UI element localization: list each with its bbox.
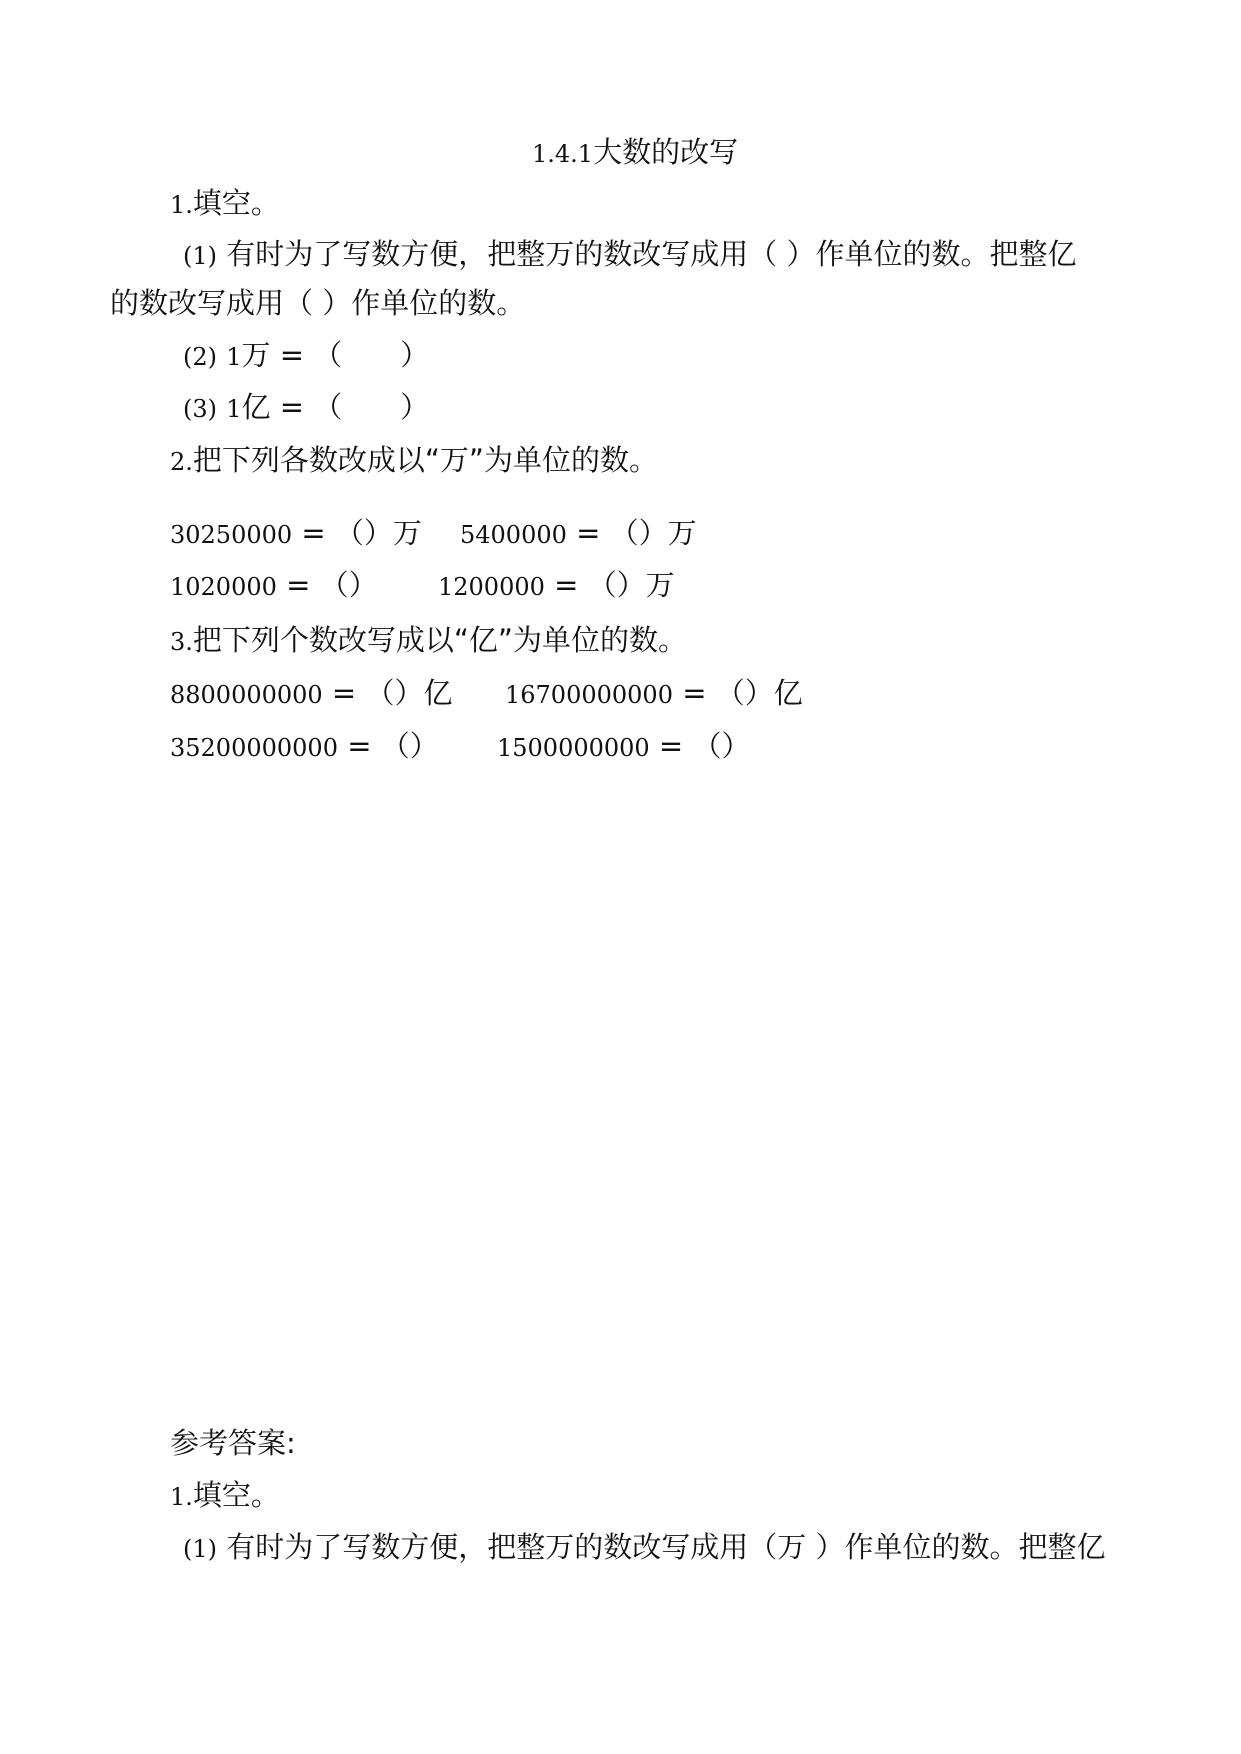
answers-q1-number: 1.	[170, 1483, 193, 1511]
answers-q1-part1-label: (1)	[183, 1535, 217, 1563]
title-text: 大数的改写	[593, 135, 739, 169]
q1-part3-value: 1	[226, 395, 242, 423]
q1-part2-label: (2)	[183, 343, 217, 371]
q2-item-3	[170, 565, 378, 607]
q3-item-1-number: 8800000000	[170, 681, 323, 709]
page-title	[532, 132, 738, 174]
q2-heading	[170, 440, 658, 482]
q3-heading	[170, 620, 687, 662]
answers-heading	[170, 1423, 296, 1463]
q2-item-1-number: 30250000	[170, 521, 293, 549]
q2-item-3-number: 1020000	[170, 573, 277, 601]
q3-item-2	[505, 673, 803, 715]
q3-item-3	[170, 726, 439, 768]
q1-part3-unit: 亿 = （ ）	[241, 390, 430, 424]
q1-part1-text-line1: 有时为了写数方便，把整万的数改写成用（ ）作单位的数。把整亿	[226, 237, 1077, 271]
q2-item-4-number: 1200000	[438, 573, 545, 601]
q2-item-1	[170, 513, 422, 555]
answers-q1-heading-text: 填空。	[192, 1478, 280, 1512]
q1-part2-value: 1	[226, 343, 242, 371]
q3-item-4	[497, 726, 750, 768]
answers-q1-part1	[183, 1527, 1105, 1569]
q1-part1-line1	[183, 234, 1076, 276]
q3-item-4-number: 1500000000	[497, 734, 650, 762]
q3-heading-text: 把下列个数改写成以“亿”为单位的数。	[192, 623, 687, 657]
q2-item-3-rest: = （）	[286, 568, 378, 602]
q3-item-1	[170, 673, 452, 715]
q3-item-4-rest: = （）	[658, 729, 751, 763]
q2-item-4	[438, 565, 675, 607]
answers-q1-heading	[170, 1475, 280, 1517]
answers-q1-part1-text: 有时为了写数方便，把整万的数改写成用（万 ）作单位的数。把整亿	[226, 1530, 1106, 1564]
q1-part3	[183, 387, 429, 429]
q1-heading	[170, 183, 280, 225]
title-number: 1.4.1	[532, 140, 594, 168]
q1-part2-unit: 万 = （ ）	[241, 338, 430, 372]
q3-number: 3.	[170, 628, 193, 656]
q1-part2	[183, 335, 429, 377]
q2-item-1-rest: = （）万	[301, 516, 422, 550]
q1-part1-line2	[110, 283, 525, 323]
q2-number: 2.	[170, 448, 193, 476]
q3-item-3-number: 35200000000	[170, 734, 338, 762]
q1-heading-text: 填空。	[192, 186, 280, 220]
q1-part1-label: (1)	[183, 242, 217, 270]
q1-part3-label: (3)	[183, 395, 217, 423]
q3-item-2-number: 16700000000	[505, 681, 673, 709]
answers-heading-text: 参考答案:	[170, 1426, 296, 1460]
q3-item-1-rest: = （）亿	[331, 676, 453, 710]
q1-number: 1.	[170, 191, 193, 219]
q2-item-4-rest: = （）万	[554, 568, 675, 602]
q3-item-3-rest: = （）	[347, 729, 439, 763]
q2-item-2-rest: = （）万	[576, 516, 697, 550]
q2-heading-text: 把下列各数改成以“万”为单位的数。	[192, 443, 658, 477]
q2-item-2-number: 5400000	[460, 521, 567, 549]
q3-item-2-rest: = （）亿	[682, 676, 803, 710]
q1-part1-text-line2: 的数改写成用（ ）作单位的数。	[110, 286, 526, 320]
q2-item-2	[460, 513, 697, 555]
